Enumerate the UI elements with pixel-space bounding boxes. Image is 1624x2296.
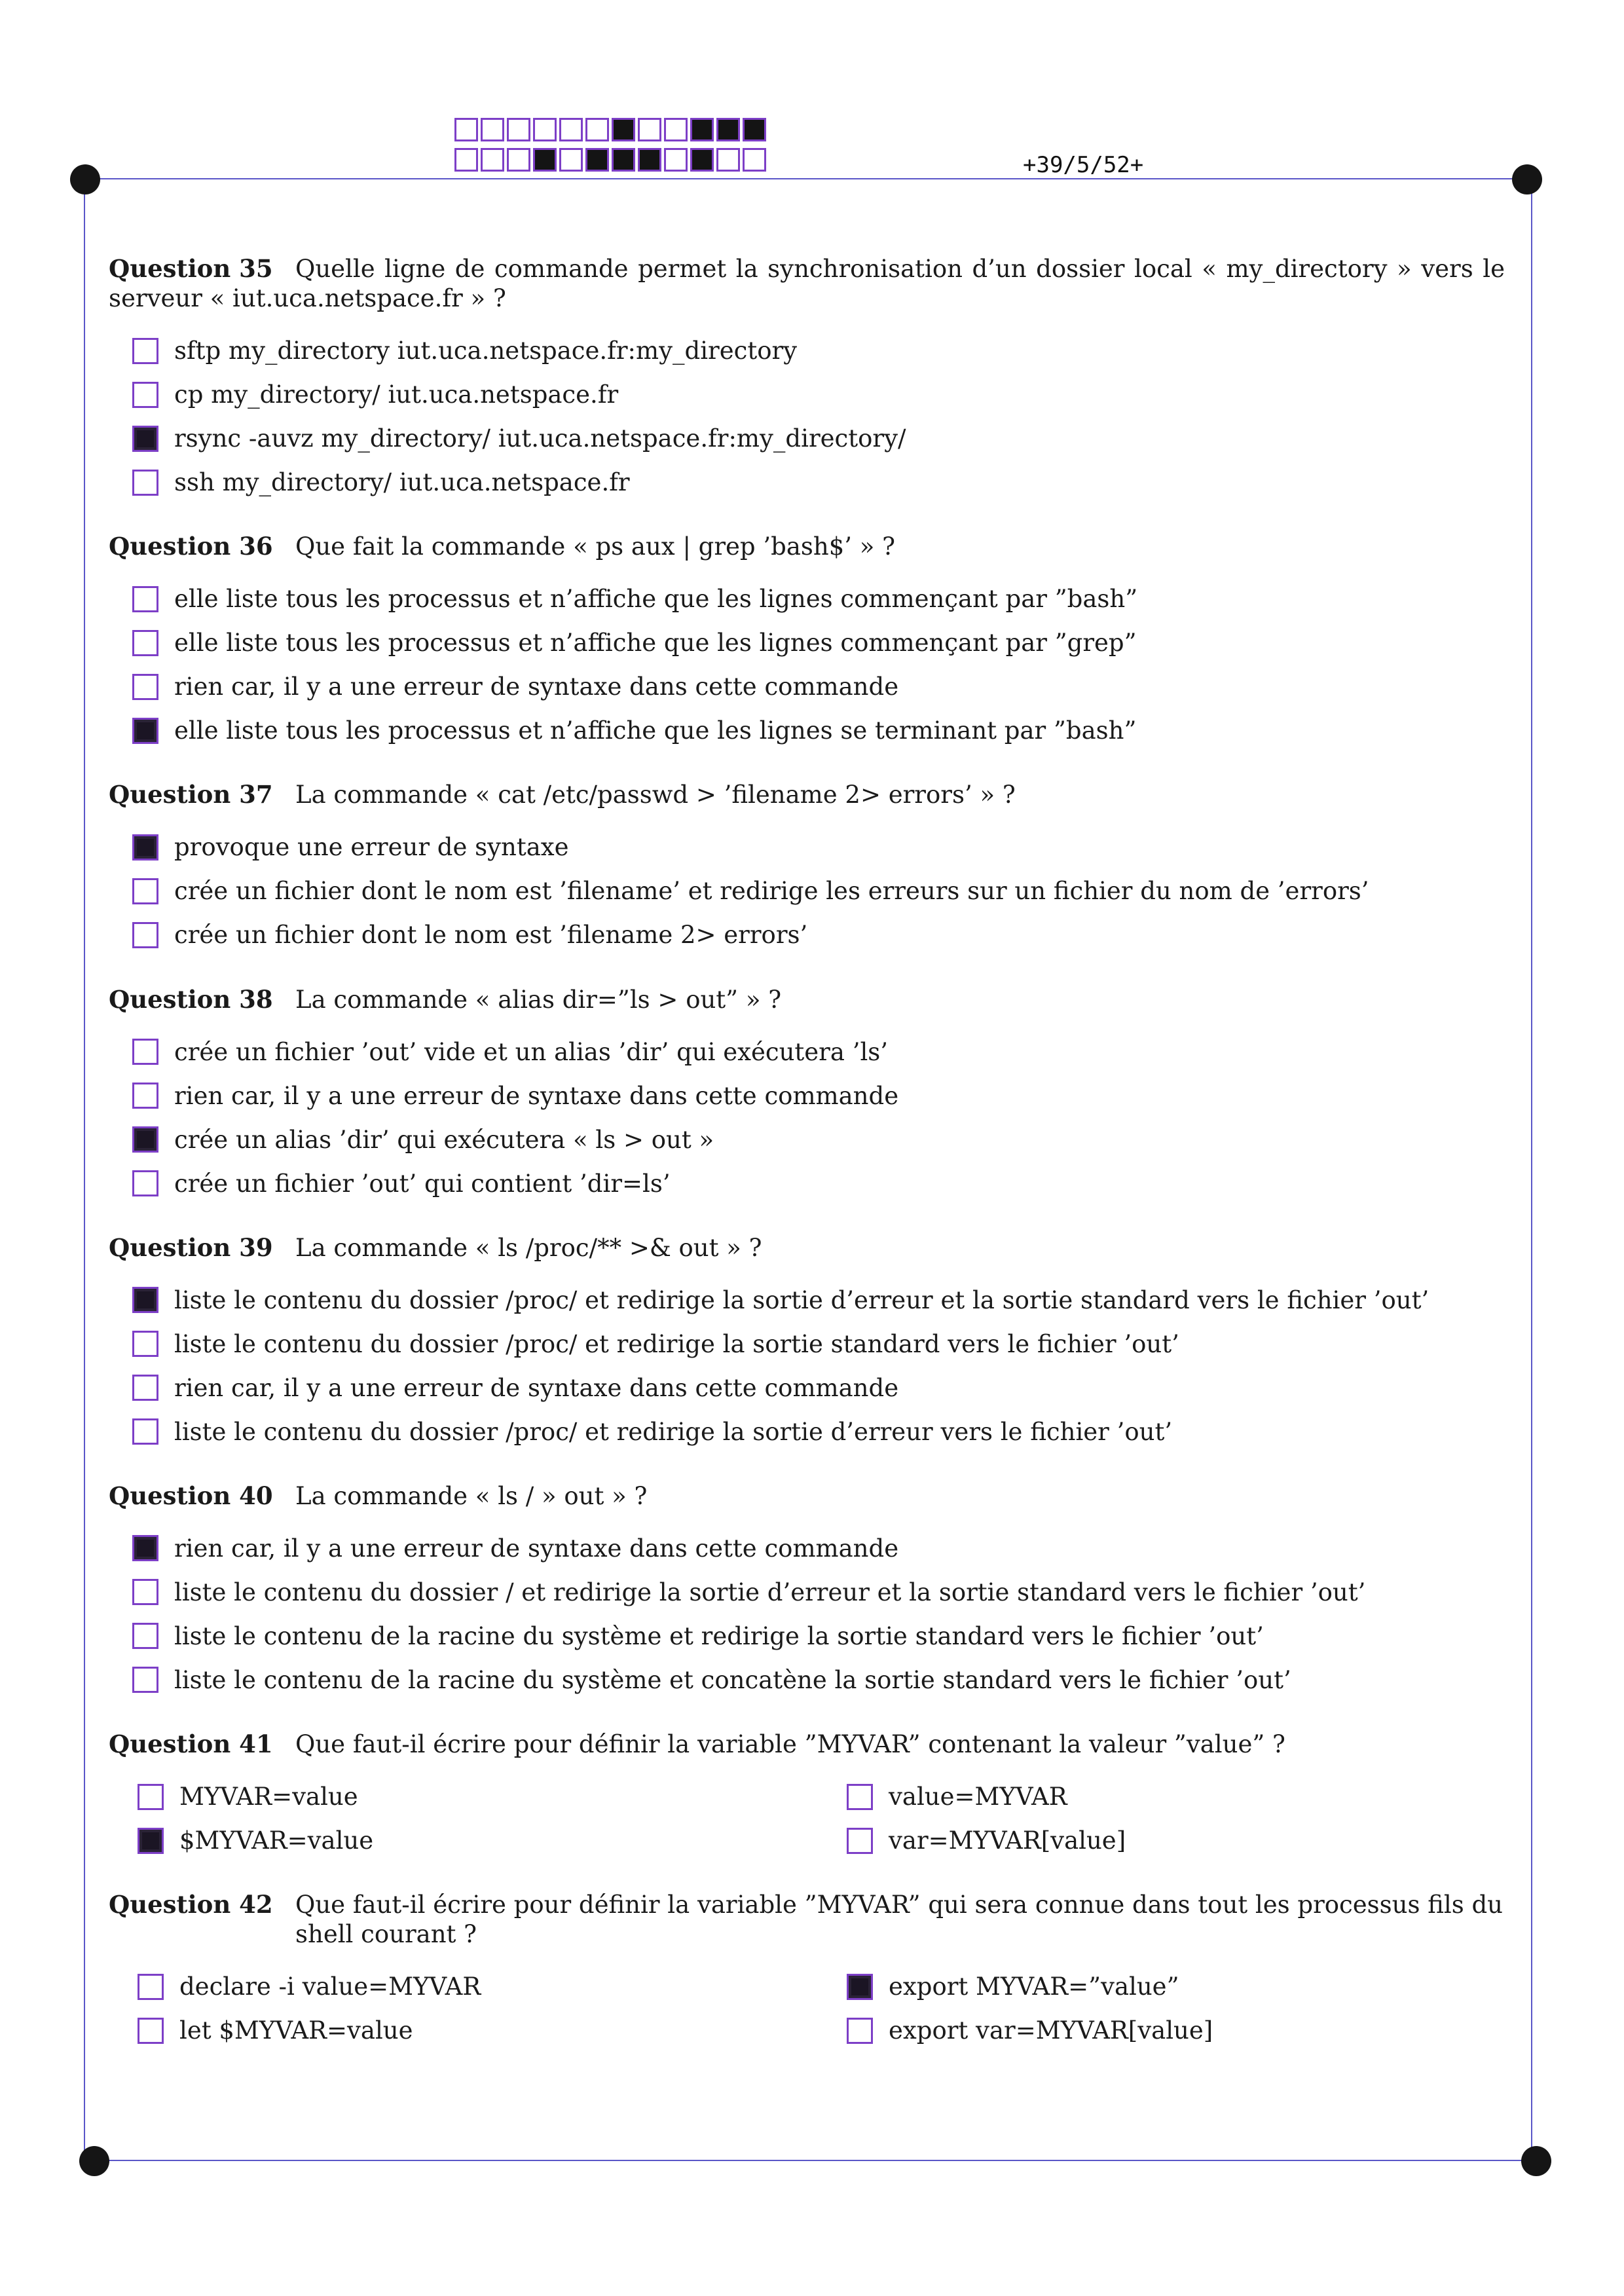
question-header xyxy=(109,1890,1505,1949)
checkbox[interactable] xyxy=(138,1828,164,1854)
answer-option[interactable] xyxy=(132,826,1505,870)
answer-option[interactable] xyxy=(847,1819,1502,1862)
checkbox[interactable] xyxy=(847,1828,873,1854)
checkbox[interactable] xyxy=(132,1623,158,1649)
answer-option[interactable] xyxy=(132,417,1505,460)
code-cell xyxy=(585,148,609,172)
question-text: La commande « ls / » out » ? xyxy=(295,1481,648,1510)
question-header xyxy=(109,532,1505,561)
answer-option[interactable] xyxy=(138,1965,847,2009)
checkbox[interactable] xyxy=(138,1974,164,2000)
option-label: elle liste tous les processus et n’affiche que les lignes se terminant par ”bash” xyxy=(174,716,1137,745)
code-bar-row-2 xyxy=(454,148,769,172)
answer-option[interactable] xyxy=(132,1614,1505,1658)
checkbox[interactable] xyxy=(132,382,158,408)
option-label: rien car, il y a une erreur de syntaxe dans cette commande xyxy=(174,1373,899,1402)
answer-option[interactable] xyxy=(847,1775,1502,1819)
checkbox[interactable] xyxy=(132,1126,158,1153)
question-label: Question 35 xyxy=(109,254,273,283)
answer-option[interactable] xyxy=(132,577,1505,621)
checkbox[interactable] xyxy=(847,1974,873,2000)
option-label: cp my_directory/ iut.uca.netspace.fr xyxy=(174,380,619,409)
question-label: Question 39 xyxy=(109,1232,273,1262)
checkbox[interactable] xyxy=(132,1418,158,1445)
question-35 xyxy=(109,254,1505,504)
checkbox[interactable] xyxy=(132,1579,158,1605)
answer-option[interactable] xyxy=(132,665,1505,709)
option-label: rien car, il y a une erreur de syntaxe dans cette commande xyxy=(174,1534,899,1563)
code-cell xyxy=(664,118,688,141)
answer-option[interactable] xyxy=(138,2009,847,2052)
question-text: La commande « cat /etc/passwd > ’filename 2> errors’ » ? xyxy=(295,781,1016,809)
checkbox[interactable] xyxy=(132,922,158,948)
checkbox[interactable] xyxy=(132,1331,158,1357)
question-label: Question 37 xyxy=(109,780,273,809)
answer-option[interactable] xyxy=(132,914,1505,957)
answer-options xyxy=(132,577,1505,752)
checkbox[interactable] xyxy=(138,1784,164,1810)
option-label: rien car, il y a une erreur de syntaxe dans cette commande xyxy=(174,1081,899,1110)
option-label: liste le contenu de la racine du système et concatène la sortie standard vers le fichier ’out’ xyxy=(174,1665,1291,1694)
answer-option[interactable] xyxy=(132,1366,1505,1410)
option-label: provoque une erreur de syntaxe xyxy=(174,833,569,862)
code-cell xyxy=(533,148,557,172)
code-cell xyxy=(690,148,714,172)
option-label: rien car, il y a une erreur de syntaxe dans cette commande xyxy=(174,673,899,701)
question-36 xyxy=(109,532,1505,752)
question-42 xyxy=(109,1890,1505,2052)
question-39 xyxy=(109,1233,1505,1454)
answer-option[interactable] xyxy=(138,1819,847,1862)
option-label: liste le contenu du dossier /proc/ et redirige la sortie standard vers le fichier ’out’ xyxy=(174,1329,1179,1358)
answer-option[interactable] xyxy=(847,1965,1502,2009)
answer-option[interactable] xyxy=(132,1162,1505,1206)
answer-option[interactable] xyxy=(132,1527,1505,1570)
checkbox[interactable] xyxy=(132,674,158,700)
question-40 xyxy=(109,1481,1505,1702)
question-text: La commande « ls /proc/** >& out » ? xyxy=(295,1233,762,1262)
checkbox[interactable] xyxy=(132,718,158,744)
option-label: liste le contenu du dossier / et redirige la sortie d’erreur et la sortie standard vers le fichier ’out’ xyxy=(174,1578,1366,1606)
code-cell xyxy=(612,118,635,141)
checkbox[interactable] xyxy=(132,426,158,452)
question-header xyxy=(109,985,1505,1014)
option-label: $MYVAR=value xyxy=(179,1826,374,1855)
answer-options xyxy=(138,1965,1505,2052)
code-cell xyxy=(507,148,530,172)
question-38 xyxy=(109,985,1505,1206)
code-cell xyxy=(716,148,740,172)
code-cell xyxy=(638,148,661,172)
option-label: crée un fichier ’out’ vide et un alias ’dir’ qui exécutera ’ls’ xyxy=(174,1037,889,1066)
code-cell xyxy=(507,118,530,141)
option-label: ssh my_directory/ iut.uca.netspace.fr xyxy=(174,468,630,497)
checkbox[interactable] xyxy=(132,338,158,364)
question-header xyxy=(109,780,1505,809)
question-41 xyxy=(109,1730,1505,1862)
checkbox[interactable] xyxy=(132,878,158,904)
option-label: crée un fichier ’out’ qui contient ’dir=ls’ xyxy=(174,1169,671,1198)
question-label: Question 36 xyxy=(109,532,273,561)
checkbox[interactable] xyxy=(132,1535,158,1561)
question-list xyxy=(109,254,1505,2080)
option-label: export var=MYVAR[value] xyxy=(889,2016,1213,2045)
checkbox[interactable] xyxy=(132,1287,158,1313)
question-text: Que fait la commande « ps aux | grep ’bash$’ » ? xyxy=(295,532,896,561)
option-label: crée un alias ’dir’ qui exécutera « ls > out » xyxy=(174,1125,714,1154)
corner-dot-top-right xyxy=(1512,164,1542,194)
checkbox[interactable] xyxy=(132,470,158,496)
option-label: elle liste tous les processus et n’affiche que les lignes commençant par ”bash” xyxy=(174,585,1138,614)
checkbox[interactable] xyxy=(132,1039,158,1065)
answer-option[interactable] xyxy=(132,1658,1505,1702)
option-label: rsync -auvz my_directory/ iut.uca.netspace.fr:my_directory/ xyxy=(174,424,906,453)
option-label: export MYVAR=”value” xyxy=(889,1972,1179,2001)
answer-option[interactable] xyxy=(132,1278,1505,1322)
answer-options xyxy=(138,1775,1505,1862)
option-label: value=MYVAR xyxy=(889,1782,1067,1811)
option-label: MYVAR=value xyxy=(179,1782,358,1811)
checkbox[interactable] xyxy=(132,586,158,612)
checkbox[interactable] xyxy=(138,2018,164,2044)
code-cell xyxy=(743,118,766,141)
answer-option[interactable] xyxy=(132,1118,1505,1162)
checkbox[interactable] xyxy=(132,1083,158,1109)
option-label: declare -i value=MYVAR xyxy=(179,1972,481,2001)
answer-option[interactable] xyxy=(132,1074,1505,1118)
code-cell xyxy=(454,148,478,172)
code-cell xyxy=(533,118,557,141)
code-cell xyxy=(638,118,661,141)
answer-option[interactable] xyxy=(132,329,1505,373)
question-text: Que faut-il écrire pour définir la variable ”MYVAR” qui sera connue dans tout les processus fils du shell courant ? xyxy=(295,1891,1503,1949)
question-37 xyxy=(109,780,1505,957)
checkbox[interactable] xyxy=(132,630,158,656)
code-cell xyxy=(612,148,635,172)
code-cell xyxy=(743,148,766,172)
answer-option[interactable] xyxy=(132,1322,1505,1366)
code-cell xyxy=(559,148,583,172)
option-label: liste le contenu du dossier /proc/ et redirige la sortie d’erreur et la sortie standard vers le fichier ’out’ xyxy=(174,1286,1430,1314)
option-label: let $MYVAR=value xyxy=(179,2016,413,2045)
answer-options xyxy=(132,329,1505,504)
page-id: +39/5/52+ xyxy=(1023,152,1144,178)
question-header xyxy=(109,1481,1505,1511)
answer-option[interactable] xyxy=(132,1410,1505,1454)
code-cell xyxy=(716,118,740,141)
question-header xyxy=(109,1730,1505,1759)
answer-options xyxy=(132,1030,1505,1206)
code-cell xyxy=(585,118,609,141)
question-text: Quelle ligne de commande permet la synchronisation d’un dossier local « my_directory » vers le serveur « iut.uca.netspace.fr » ? xyxy=(109,255,1505,313)
checkbox[interactable] xyxy=(847,1784,873,1810)
code-cell xyxy=(664,148,688,172)
answer-option[interactable] xyxy=(132,373,1505,417)
option-label: crée un fichier dont le nom est ’filename 2> errors’ xyxy=(174,921,808,950)
answer-option[interactable] xyxy=(132,1030,1505,1074)
answer-option[interactable] xyxy=(847,2009,1502,2052)
question-label: Question 41 xyxy=(109,1729,273,1758)
checkbox[interactable] xyxy=(132,1667,158,1693)
option-label: sftp my_directory iut.uca.netspace.fr:my_directory xyxy=(174,337,798,365)
question-label: Question 40 xyxy=(109,1481,273,1510)
checkbox[interactable] xyxy=(847,2018,873,2044)
question-text: Que faut-il écrire pour définir la variable ”MYVAR” contenant la valeur ”value” ? xyxy=(295,1730,1285,1758)
corner-dot-bottom-left xyxy=(79,2146,109,2176)
option-label: liste le contenu de la racine du système et redirige la sortie standard vers le fichier ’out’ xyxy=(174,1621,1264,1650)
option-label: liste le contenu du dossier /proc/ et redirige la sortie d’erreur vers le fichier ’out’ xyxy=(174,1417,1173,1446)
answer-options xyxy=(132,826,1505,957)
answer-option[interactable] xyxy=(132,460,1505,504)
code-cell xyxy=(481,118,504,141)
option-label: crée un fichier dont le nom est ’filename’ et redirige les erreurs sur un fichier du nom de ’errors’ xyxy=(174,877,1369,906)
corner-dot-top-left xyxy=(70,164,100,194)
option-label: elle liste tous les processus et n’affiche que les lignes commençant par ”grep” xyxy=(174,629,1137,657)
answer-option[interactable] xyxy=(132,870,1505,914)
checkbox[interactable] xyxy=(132,834,158,861)
answer-option[interactable] xyxy=(138,1775,847,1819)
answer-option[interactable] xyxy=(132,621,1505,665)
code-cell xyxy=(690,118,714,141)
answer-options xyxy=(132,1527,1505,1702)
question-label: Question 38 xyxy=(109,984,273,1014)
code-cell xyxy=(454,118,478,141)
code-cell xyxy=(481,148,504,172)
checkbox[interactable] xyxy=(132,1375,158,1401)
checkbox[interactable] xyxy=(132,1170,158,1196)
answer-option[interactable] xyxy=(132,709,1505,752)
code-bar-row-1 xyxy=(454,118,769,141)
code-cell xyxy=(559,118,583,141)
question-header xyxy=(109,254,1505,313)
option-label: var=MYVAR[value] xyxy=(889,1826,1126,1855)
answer-option[interactable] xyxy=(132,1570,1505,1614)
question-text: La commande « alias dir=”ls > out” » ? xyxy=(295,985,782,1014)
answer-options xyxy=(132,1278,1505,1454)
question-header xyxy=(109,1233,1505,1263)
corner-dot-bottom-right xyxy=(1521,2146,1551,2176)
question-label: Question 42 xyxy=(109,1890,273,1919)
